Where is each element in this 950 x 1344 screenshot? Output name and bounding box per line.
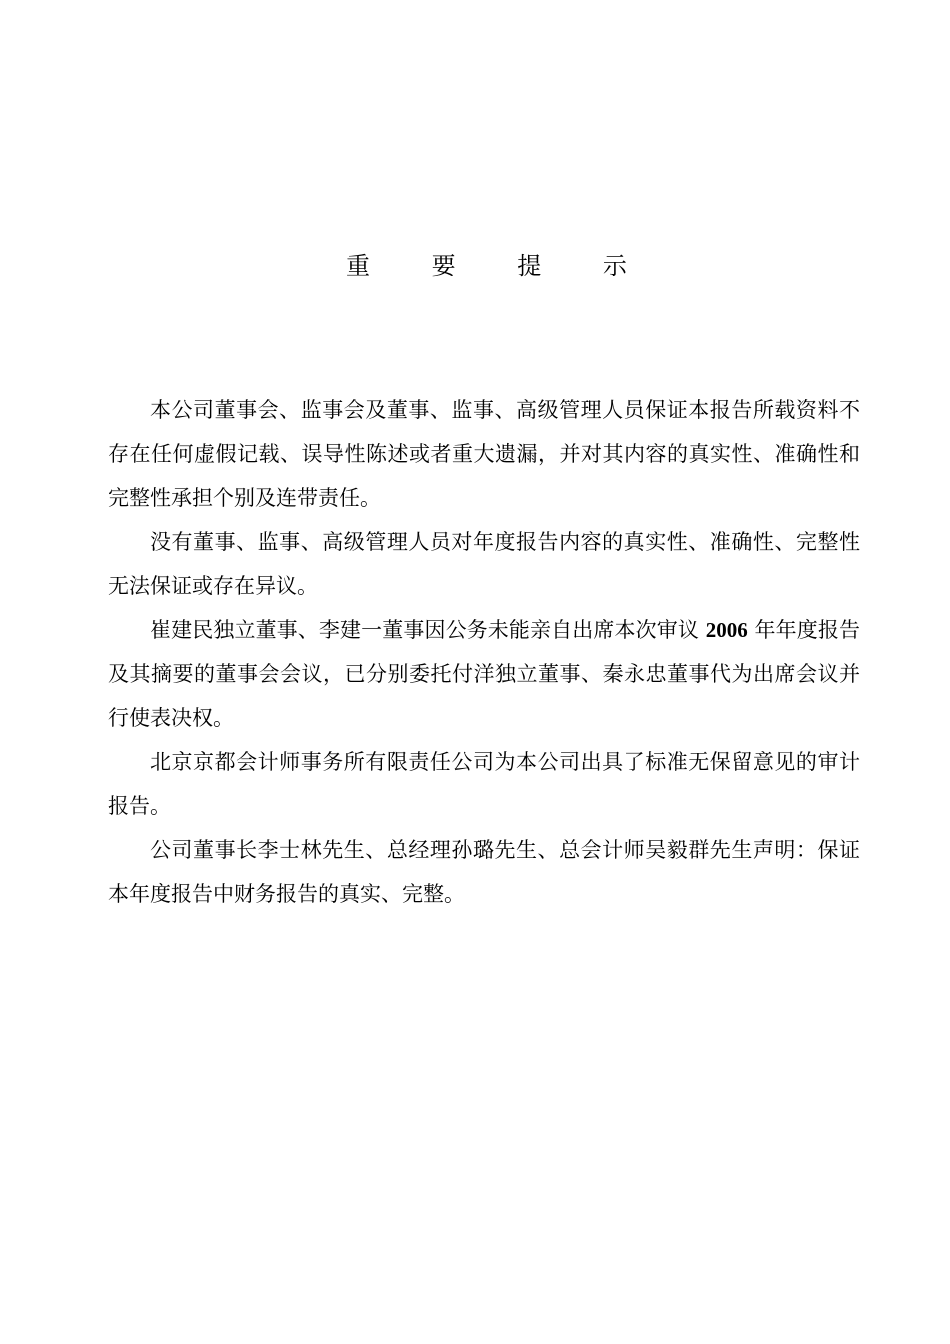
page-title: 重 要 提 示 [346,252,654,280]
absent-directors-text-before: 崔建民独立董事、李建一董事因公务未能亲自出席本次审议 [150,618,706,642]
paragraph-responsibility-statement: 本公司董事会、监事会及董事、监事、高级管理人员保证本报告所载资料不存在任何虚假记载、误导性陈述或者重大遗漏，并对其内容的真实性、准确性和完整性承担个别及连带责任。 [108,398,860,510]
absent-directors-text-after: 年年度报告及其摘要的董事会会议，已分别委托付洋独立董事、秦永忠董事代为出席会议并行使表决权。 [108,618,860,730]
paragraph-absent-directors [108,608,860,740]
paragraph-executive-declaration: 公司董事长李士林先生、总经理孙璐先生、总会计师吴毅群先生声明：保证本年度报告中财务报告的真实、完整。 [108,838,860,906]
paragraph-audit-opinion: 北京京都会计师事务所有限责任公司为本公司出具了标准无保留意见的审计报告。 [108,750,860,818]
report-year: 2006 [705,618,748,642]
paragraph-no-objection: 没有董事、监事、高级管理人员对年度报告内容的真实性、准确性、完整性无法保证或存在异议。 [108,530,860,598]
notice-body [108,388,860,916]
